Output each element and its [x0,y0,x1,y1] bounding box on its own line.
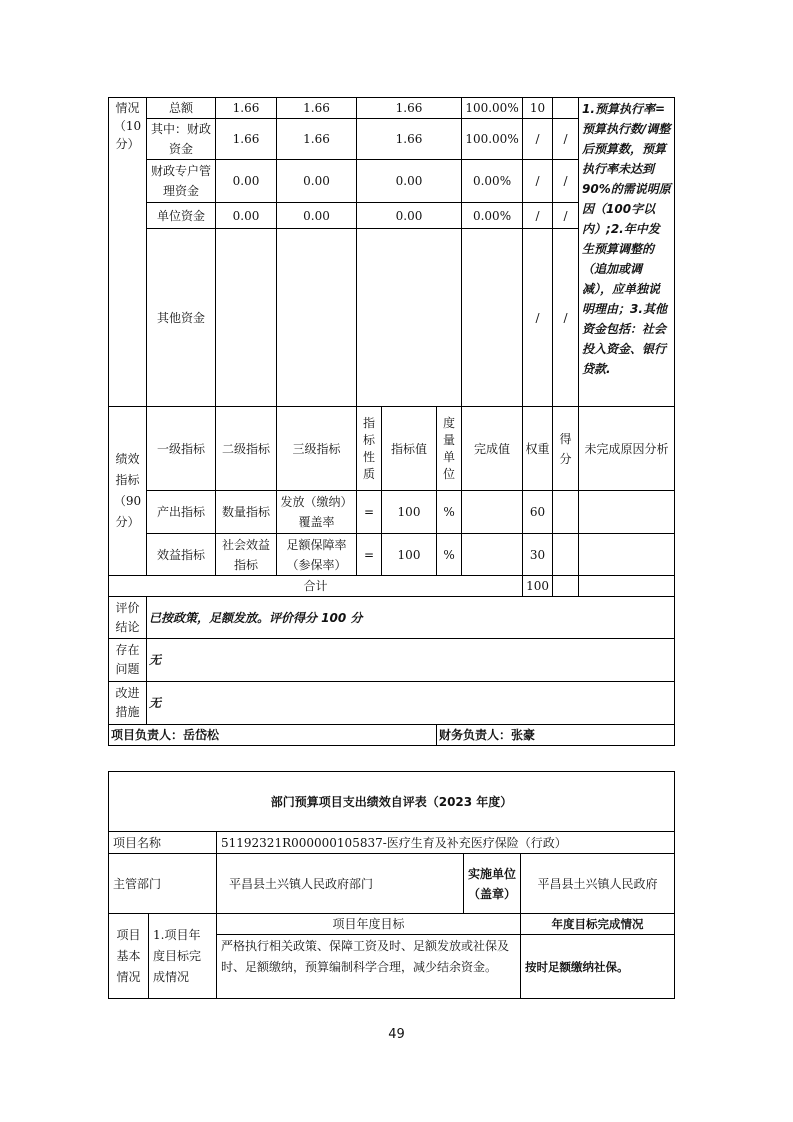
signature-row [109,725,675,746]
funding-score: / [553,119,579,160]
project-lead: 项目负责人：岳岱松 [109,725,437,746]
header-value: 指标值 [382,407,437,491]
indicator-header-row [109,407,675,491]
header-level3: 三级指标 [277,407,357,491]
total-row [109,576,675,597]
funding-score [553,98,579,119]
indicator-score [553,534,579,576]
header-unit: 度量单位 [437,407,462,491]
indicator-level3: 发放（缴纳）覆盖率 [277,491,357,534]
header-reason: 未完成原因分析 [579,407,675,491]
indicator-weight: 60 [523,491,553,534]
goal-text: 严格执行相关政策、保障工资及时、足额发放或社保及时、足额缴纳，预算编制科学合理，减少结余资金。 [217,935,521,999]
funding-initial [216,229,277,407]
funding-executed: 1.66 [357,119,462,160]
total-weight: 100 [523,576,553,597]
indicator-nature: = [357,534,382,576]
funding-rate [462,229,523,407]
funding-rate: 0.00% [462,203,523,229]
indicator-reason [579,491,675,534]
issues-text: 无 [147,639,675,682]
conclusion-label: 评价结论 [109,597,147,639]
funding-label: 其他资金 [147,229,216,407]
measures-row [109,682,675,725]
done-header: 年度目标完成情况 [521,914,675,935]
page-number: 49 [388,1027,405,1042]
conclusion-text: 已按政策，足额发放。评价得分 100 分 [147,597,675,639]
indicator-level1: 效益指标 [147,534,216,576]
measures-label: 改进措施 [109,682,147,725]
funding-row-total [109,98,675,119]
funding-executed [357,229,462,407]
funding-score: / [553,229,579,407]
execution-rate-note: 1.预算执行率=预算执行数/调整后预算数，预算执行率未达到90%的需说明原因（100字以内）;2.年中发生预算调整的（追加或调减），应单独说明理由；3.其他资金包括：社会投入资金、银行贷款. [579,98,675,407]
goal-header-row [109,914,675,935]
header-weight: 权重 [523,407,553,491]
funding-adjusted: 1.66 [277,119,357,160]
total-reason [579,576,675,597]
indicator-unit: % [437,491,462,534]
funding-rate: 100.00% [462,119,523,160]
self-evaluation-form [108,771,675,999]
indicator-unit: % [437,534,462,576]
indicator-score [553,491,579,534]
impl-label: 实施单位（盖章） [464,854,521,914]
header-done: 完成值 [462,407,523,491]
budget-execution-table [108,97,675,746]
header-nature: 指标性质 [357,407,382,491]
indicator-row [109,491,675,534]
goal-header: 项目年度目标 [217,914,521,935]
funding-label: 总额 [147,98,216,119]
funding-adjusted: 0.00 [277,203,357,229]
indicator-weight: 30 [523,534,553,576]
funding-weight: 10 [523,98,553,119]
indicator-row [109,534,675,576]
funding-initial: 0.00 [216,203,277,229]
indicator-reason [579,534,675,576]
form-title: 部门预算项目支出绩效自评表（2023 年度） [109,772,675,832]
conclusion-row [109,597,675,639]
finance-lead: 财务负责人：张豪 [437,725,675,746]
total-score [553,576,579,597]
project-name-row [109,832,675,854]
done-text: 按时足额缴纳社保。 [521,935,675,999]
project-name-label: 项目名称 [109,832,217,854]
indicator-value: 100 [382,534,437,576]
funding-weight: / [523,119,553,160]
section-label-execution: 情况（10分） [109,98,147,407]
measures-text: 无 [147,682,675,725]
funding-weight: / [523,229,553,407]
form-title-row [109,772,675,832]
total-label: 合计 [109,576,523,597]
header-level2: 二级指标 [216,407,277,491]
funding-adjusted: 1.66 [277,98,357,119]
basic-info-label: 项目基本情况 [109,914,149,999]
funding-label: 其中：财政资金 [147,119,216,160]
project-name-value: 51192321R000000105837-医疗生育及补充医疗保险（行政） [217,832,675,854]
funding-initial: 1.66 [216,98,277,119]
header-level1: 一级指标 [147,407,216,491]
impl-value: 平昌县土兴镇人民政府 [521,854,675,914]
funding-rate: 100.00% [462,98,523,119]
indicator-done [462,491,523,534]
funding-executed: 0.00 [357,160,462,203]
indicator-value: 100 [382,491,437,534]
indicator-level1: 产出指标 [147,491,216,534]
dept-value: 平昌县土兴镇人民政府部门 [217,854,464,914]
funding-executed: 1.66 [357,98,462,119]
funding-weight: / [523,160,553,203]
goal-sub-label: 1.项目年度目标完成情况 [149,914,217,999]
header-score: 得分 [553,407,579,491]
section-label-indicators: 绩效指标（90分） [109,407,147,576]
indicator-done [462,534,523,576]
funding-score: / [553,203,579,229]
funding-executed: 0.00 [357,203,462,229]
dept-label: 主管部门 [109,854,217,914]
indicator-level3: 足额保障率（参保率） [277,534,357,576]
funding-initial: 1.66 [216,119,277,160]
issues-row [109,639,675,682]
funding-rate: 0.00% [462,160,523,203]
funding-label: 财政专户管理资金 [147,160,216,203]
indicator-level2: 社会效益指标 [216,534,277,576]
funding-adjusted: 0.00 [277,160,357,203]
funding-score: / [553,160,579,203]
indicator-nature: = [357,491,382,534]
indicator-level2: 数量指标 [216,491,277,534]
funding-initial: 0.00 [216,160,277,203]
issues-label: 存在问题 [109,639,147,682]
funding-weight: / [523,203,553,229]
funding-adjusted [277,229,357,407]
funding-label: 单位资金 [147,203,216,229]
department-row [109,854,675,914]
